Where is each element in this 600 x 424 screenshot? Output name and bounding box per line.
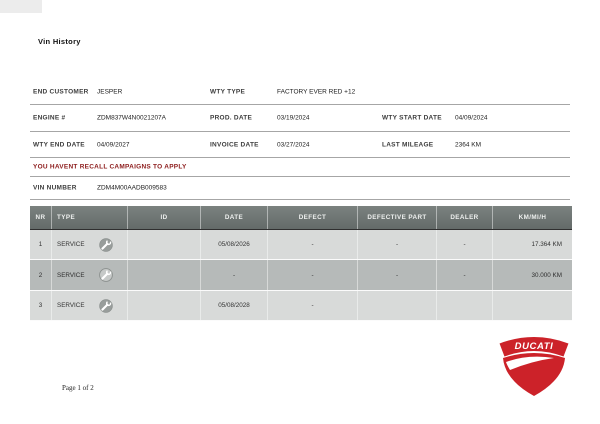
row-nr: 3 [30,291,52,320]
row-type [52,260,128,290]
row-dealer: - [437,260,493,290]
row-date: 05/08/2026 [201,230,268,259]
row-id [128,260,201,290]
table-header-row [30,206,572,230]
row-date: - [201,260,268,290]
row-nr: 2 [30,260,52,290]
row-id [128,291,201,320]
row-type-label: SERVICE [57,271,85,279]
service-wrench-icon[interactable] [99,238,113,252]
prod-date-label: PROD. DATE [210,114,253,122]
page-number: Page 1 of 2 [62,384,94,392]
service-wrench-icon[interactable] [99,299,113,313]
row-defective-part: - [358,230,437,259]
prod-date-value: 03/19/2024 [277,114,310,122]
scan-artifact [0,0,42,13]
ducati-logo [494,334,574,400]
row-type [52,230,128,259]
service-wrench-icon[interactable] [99,268,113,282]
info-row-vin [30,177,570,200]
row-id [128,230,201,259]
row-date: 05/08/2028 [201,291,268,320]
row-defect: - [268,291,358,320]
info-row-warranty-end [30,132,570,158]
recall-notice-text: YOU HAVENT RECALL CAMPAIGNS TO APPLY [33,163,187,171]
header-type: TYPE [52,206,128,229]
last-mileage-value: 2364 KM [455,141,482,148]
header-dealer: DEALER [437,206,493,229]
ducati-shield-icon [494,334,574,400]
header-date: DATE [201,206,268,229]
row-defect: - [268,260,358,290]
row-type [52,291,128,320]
info-row-customer [30,80,570,105]
wty-end-date-value: 04/09/2027 [97,141,130,148]
page-title: Vin History [38,37,81,46]
row-km [493,291,572,320]
invoice-date-label: INVOICE DATE [210,141,259,148]
header-defect: DEFECT [268,206,358,229]
info-row-engine [30,105,570,132]
engine-number-value: ZDM837W4N0021207A [97,114,167,122]
row-defective-part: - [358,260,437,290]
header-id: ID [128,206,201,229]
vin-number-value: ZDM4M00AADB009583 [97,184,167,192]
wty-start-date-value: 04/09/2024 [455,114,488,122]
header-defective-part: DEFECTIVE PART [358,206,437,229]
wty-end-date-label: WTY END DATE [33,141,85,148]
info-row-recall-notice [30,158,570,177]
row-defective-part [358,291,437,320]
header-nr: NR [30,206,52,229]
invoice-date-value: 03/27/2024 [277,141,310,148]
table-row [30,230,572,260]
ducati-logo-text: DUCATI [514,341,554,352]
row-dealer: - [437,230,493,259]
wty-type-value: FACTORY EVER RED +12 [277,88,356,96]
vin-number-label: VIN NUMBER [33,184,77,192]
row-type-label: SERVICE [57,302,85,309]
last-mileage-label: LAST MILEAGE [382,141,434,148]
end-customer-value: JESPER [97,88,123,96]
table-row [30,291,572,321]
row-nr: 1 [30,230,52,259]
table-row [30,260,572,291]
row-type-label: SERVICE [57,241,85,248]
wty-type-label: WTY TYPE [210,88,246,96]
row-km: 30.000 KM [531,271,562,279]
wty-start-date-label: WTY START DATE [382,114,442,122]
engine-number-label: ENGINE # [33,114,66,122]
header-km: KM/MI/H [518,214,547,221]
row-km: 17.364 KM [531,241,562,248]
service-history-table [30,206,572,321]
row-defect: - [268,230,358,259]
end-customer-label: END CUSTOMER [33,88,89,96]
row-dealer [437,291,493,320]
